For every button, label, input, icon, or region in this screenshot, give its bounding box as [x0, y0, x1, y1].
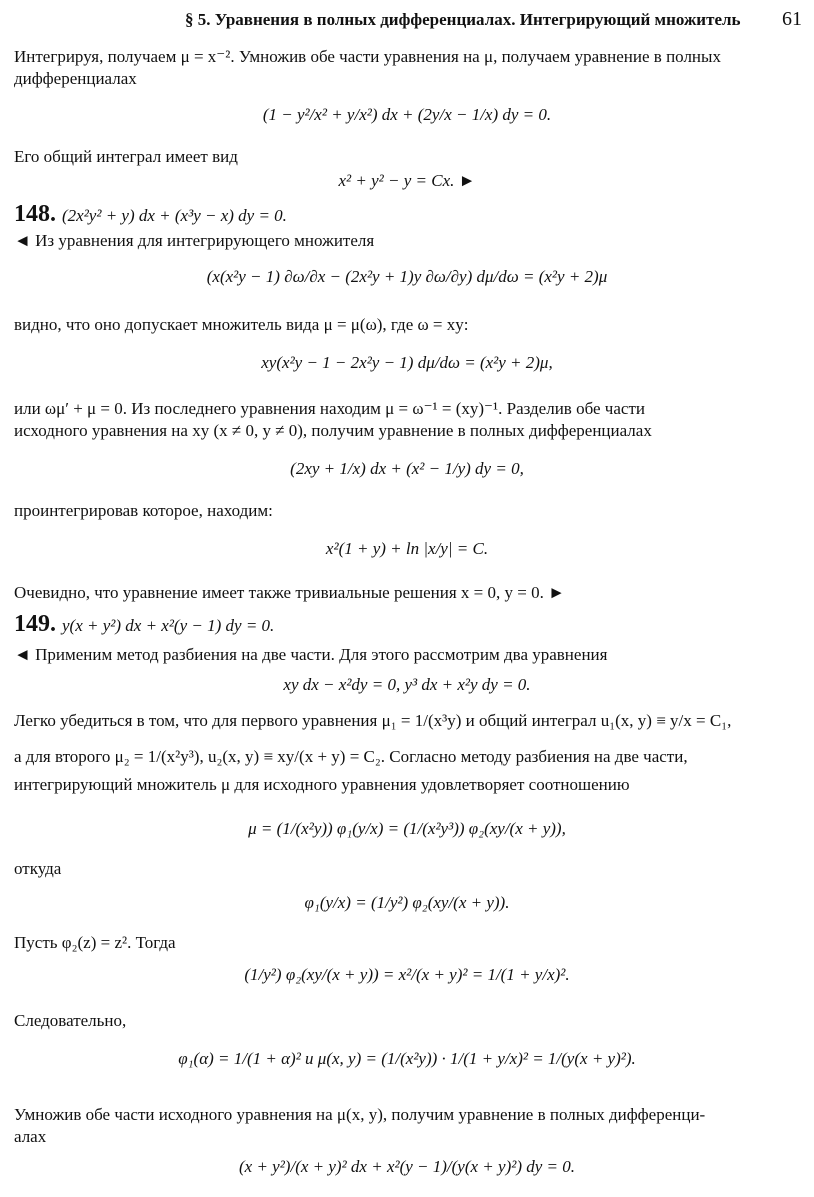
text-line: Умножив обе части исходного уравнения на μ(x, y), получим уравнение в полных дифференци-: [14, 1105, 706, 1124]
formula: x²(1 + y) + ln |x/y| = C.: [325, 539, 489, 558]
text-line: видно, что оно допускает множитель вида μ = μ(ω), где ω = xy:: [14, 315, 469, 334]
text-line: Легко убедиться в том, что для первого уравнения μ₁ = 1/(x³y) и общий интеграл u₁(x, y) ≡ y/x = C₁,: [14, 711, 732, 730]
text-line: Интегрируя, получаем μ = x⁻². Умножив обе части уравнения на μ, получаем уравнение в полных: [14, 47, 721, 66]
text-line: а для второго μ₂ = 1/(x²y³), u₂(x, y) ≡ xy/(x + y) = C₂. Согласно методу разбиения на две части,: [14, 747, 688, 766]
text-line: ◄ Применим метод разбиения на две части. Для этого рассмотрим два уравнения: [14, 645, 608, 664]
formula: x² + y² − y = Cx. ►: [338, 171, 476, 190]
text-line: исходного уравнения на xy (x ≠ 0, y ≠ 0), получим уравнение в полных дифференциалах: [14, 421, 652, 440]
formula: (1/y²) φ₂(xy/(x + y)) = x²/(x + y)² = 1/(1 + y/x)².: [244, 965, 570, 984]
problem-148: [14, 200, 804, 230]
formula: (1 − y²/x² + y/x²) dx + (2y/x − 1/x) dy = 0.: [262, 105, 552, 124]
text-line: дифференциалах: [14, 69, 137, 88]
formula: (x + y²)/(x + y)² dx + x²(y − 1)/(y(x + y)²) dy = 0.: [238, 1157, 576, 1176]
formula: (x(x²y − 1) ∂ω/∂x − (2x²y + 1)y ∂ω/∂y) dμ/dω = (x²y + 2)μ: [206, 267, 608, 286]
formula: μ = (1/(x²y)) φ₁(y/x) = (1/(x²y³)) φ₂(xy/(x + y)),: [248, 819, 566, 838]
problem-equation: (2x²y² + y) dx + (x³y − x) dy = 0.: [62, 206, 287, 225]
page-number: 61: [782, 8, 802, 30]
section-title: § 5. Уравнения в полных дифференциалах. Интегрирующий множитель: [185, 10, 741, 29]
formula: xy(x²y − 1 − 2x²y − 1) dμ/dω = (x²y + 2)μ,: [261, 353, 553, 372]
text-line: или ωμ′ + μ = 0. Из последнего уравнения находим μ = ω⁻¹ = (xy)⁻¹. Разделив обе части: [14, 399, 645, 418]
formula: xy dx − x²dy = 0, y³ dx + x²y dy = 0.: [283, 675, 531, 694]
problem-equation: y(x + y²) dx + x²(y − 1) dy = 0.: [62, 616, 275, 635]
problem-number: 149.: [14, 611, 56, 637]
formula: φ₁(α) = 1/(1 + α)² и μ(x, y) = (1/(x²y)) · 1/(1 + y/x)² = 1/(y(x + y)²).: [178, 1049, 636, 1068]
text-line: алах: [14, 1127, 47, 1146]
text-line: Очевидно, что уравнение имеет также тривиальные решения x = 0, y = 0. ►: [14, 583, 565, 602]
text-line: откуда: [14, 859, 62, 878]
text-line: Пусть φ₂(z) = z². Тогда: [14, 933, 176, 952]
text-line: Следовательно,: [14, 1011, 127, 1030]
text-line: ◄ Из уравнения для интегрирующего множителя: [14, 231, 375, 250]
formula: φ₁(y/x) = (1/y²) φ₂(xy/(x + y)).: [304, 893, 510, 912]
text-line: Его общий интеграл имеет вид: [14, 147, 238, 166]
formula: (2xy + 1/x) dx + (x² − 1/y) dy = 0,: [290, 459, 524, 478]
problem-149: [14, 610, 804, 640]
text-line: проинтегрировав которое, находим:: [14, 501, 273, 520]
page-header: [0, 8, 814, 34]
text-line: интегрирующий множитель μ для исходного уравнения удовлетворяет соотношению: [14, 775, 630, 794]
problem-number: 148.: [14, 201, 56, 227]
